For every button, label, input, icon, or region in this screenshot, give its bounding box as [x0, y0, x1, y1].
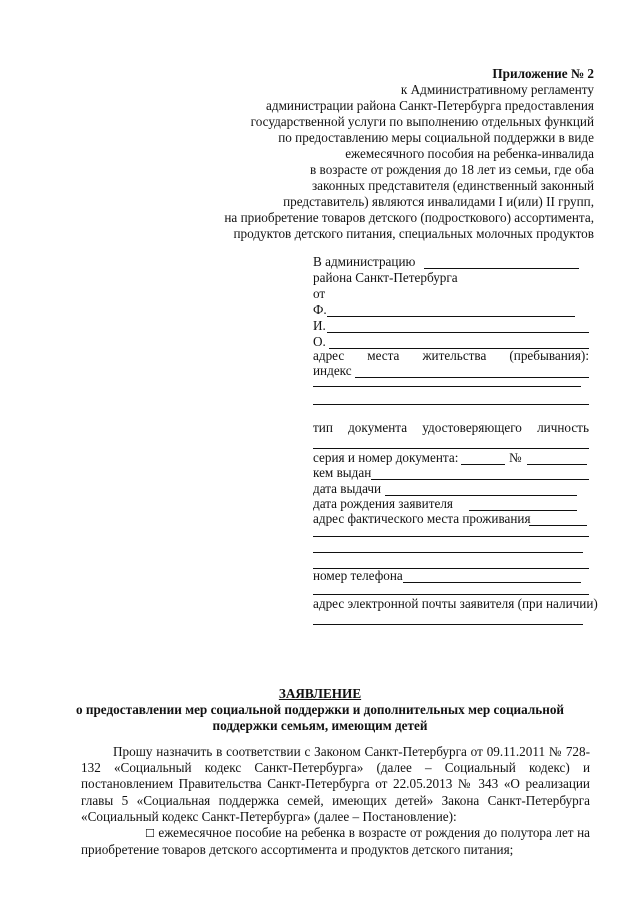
patronymic-label: О.	[313, 334, 326, 349]
statement-title: ЗАЯВЛЕНИЕ	[278, 686, 362, 701]
birth-date-label: дата рождения заявителя	[313, 496, 453, 511]
issue-date-label: дата выдачи	[313, 481, 382, 496]
birth-date-field[interactable]	[469, 498, 577, 511]
issued-by-label: кем выдан	[313, 465, 372, 480]
annex-title: Приложение № 2	[492, 66, 594, 81]
doc-type-label	[313, 420, 589, 436]
benefit-item-text: ежемесячное пособие на ребенка в возрасте от рождения до полутора лет на приобретение товаров детского ассортимента и продуктов детского питания;	[81, 825, 590, 858]
annex-line: продуктов детского питания, специальных молочных продуктов	[233, 226, 594, 241]
annex-line: к Административному регламенту	[400, 82, 594, 97]
doc-type-word: тип	[313, 420, 333, 435]
annex-line: по предоставлению меры социальной поддержки в виде	[278, 130, 594, 145]
actual-address-label: адрес фактического места проживания	[313, 511, 531, 526]
checkbox-icon[interactable]: ☐	[145, 827, 155, 841]
doc-number-field[interactable]	[527, 452, 587, 465]
from-label: от	[313, 286, 326, 301]
index-field[interactable]	[355, 365, 589, 378]
annex-line: представитель) являются инвалидами I и(или) II групп,	[283, 194, 594, 209]
address-word: жительства	[422, 348, 487, 363]
statement-title-block	[0, 686, 640, 734]
address-line[interactable]	[313, 404, 589, 405]
issued-by-field[interactable]	[371, 467, 589, 480]
admin-name-field[interactable]	[424, 256, 579, 269]
annex-line: государственной услуги по выполнению отдельных функций	[250, 114, 594, 129]
statement-body	[81, 744, 590, 858]
doc-type-word: документа	[348, 420, 408, 435]
district-label: района Санкт-Петербурга	[313, 270, 458, 285]
annex-line: законных представителя (единственный законный	[311, 178, 594, 193]
address-word: (пребывания):	[509, 348, 589, 363]
annex-line: на приобретение товаров детского (подросткового) ассортимента,	[224, 210, 594, 225]
actual-address-field[interactable]	[529, 513, 587, 526]
doc-type-word: личность	[537, 420, 589, 435]
series-number-label: серия и номер документа:	[313, 450, 459, 465]
name-label: И.	[313, 318, 326, 333]
benefit-item	[81, 825, 590, 858]
doc-type-word: удостоверяющего	[422, 420, 522, 435]
annex-line: ежемесячного пособия на ребенка-инвалида	[345, 146, 594, 161]
surname-field[interactable]	[327, 304, 575, 317]
annex-line: администрации района Санкт-Петербурга предоставления	[266, 98, 594, 113]
phone-line[interactable]	[313, 594, 589, 595]
annex-header	[224, 66, 594, 242]
issue-date-field[interactable]	[385, 483, 577, 496]
annex-line: в возрасте от рождения до 18 лет из семьи, где оба	[310, 162, 594, 177]
address-label	[313, 348, 589, 364]
email-line[interactable]	[313, 624, 583, 625]
surname-label: Ф.	[313, 302, 327, 317]
actual-address-line[interactable]	[313, 536, 589, 537]
email-label: адрес электронной почты заявителя (при наличии)	[313, 596, 598, 611]
name-field[interactable]	[327, 320, 589, 333]
phone-label: номер телефона	[313, 568, 403, 583]
to-admin-label: В администрацию	[313, 254, 416, 269]
request-paragraph: Прошу назначить в соответствии с Законом Санкт-Петербурга от 09.11.2011 № 728-132 «Социальный кодекс Санкт-Петербурга» (далее – Социальный кодекс) и постановлением Правительства Санкт-Петербурга от 22.05.2013 № 343 «О реализации главы 5 «Социальная поддержка семей, имеющих детей» Закона Санкт-Петербурга «Социальный кодекс Санкт-Петербурга» (далее – Постановление):	[81, 744, 590, 824]
index-label: индекс	[313, 363, 352, 378]
address-word: адрес	[313, 348, 345, 363]
address-word: места	[367, 348, 400, 363]
statement-subtitle: о предоставлении мер социальной поддержки и дополнительных мер социальной поддержки семьям, имеющим детей	[75, 702, 565, 733]
actual-address-line[interactable]	[313, 552, 583, 553]
doc-type-line[interactable]	[313, 448, 589, 449]
number-sign: №	[509, 450, 522, 465]
series-field[interactable]	[461, 452, 505, 465]
phone-field[interactable]	[403, 570, 581, 583]
address-line[interactable]	[313, 386, 581, 387]
